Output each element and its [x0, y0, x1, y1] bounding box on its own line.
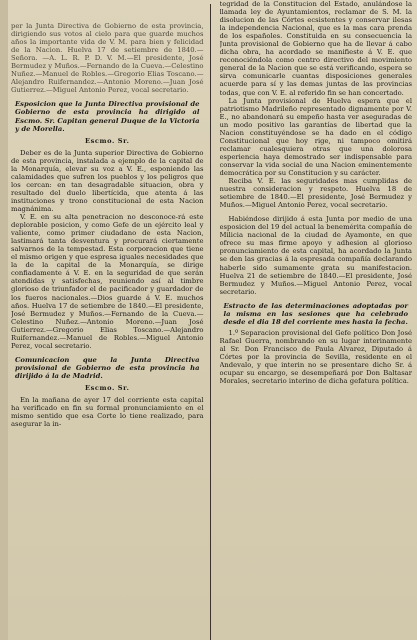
right-continuation-paragraph: tegridad de la Constitucion del Estado, anulándose la llamada ley de Ayuntamientos, reclamar de S. M. la disolucion de las Córtes ecsistentes y conservar ilesas la independencia Nacional, que es la mas cara prenda de los españoles. Constituida en su consecuencia la Junta provisional de Gobierno que ha de llevar á cabo dicha obra, ha acordado se manifieste á V. E. que reconociéndola como centro directivo del movimiento general de la Nacion que se está verificando, espera se sirva comunicarle cuantas disposiciones generales acuerde para sí y las demas juntas de las provincias todas, que con V. E. al referido fin se han concertado. — [219, 0, 412, 97]
left-paragraph-3: En la mañana de ayer 17 del corriente esta capital ha verificado en fin su formal pronunciamiento en el mismo sentido que esa Corte lo tiene realizado, para asegurar la in- — [11, 396, 204, 429]
left-intro-paragraph: per la Junta Directiva de Gobierno de esta provincia, dirigiendo sus votos al cielo para que guarde muchos años la importante vida de V. M. para bien y felicidad de la Nacion. Huelva 17 de setiembre de 1840.—Señora. —A. L. R. P. D. V. M.—El presidente, José Bermudez y Muños.—Fernando de la Cueva.—Celestino Nuñez.—Manuel de Robles.—Gregorio Elias Toscano.—Alejandro Ruifernandez.—Antonio Moreno.—Juan José Gutierrez.—Miguel Antonio Perez, vocal secretario. — [11, 22, 204, 95]
left-salutation-2: Escmo. Sr. — [84, 383, 130, 392]
right-paragraph-2: Reciba V. E. las seguridades mas cumplidas de nuestra consideracion y respeto. Huelva 18 de setiembre de 1840.—El presidente, José Bermudez y Muños.—Miguel Antonio Perez, vocal secretario. — [219, 177, 412, 210]
left-column — [11, 0, 204, 640]
right-column — [220, 0, 413, 640]
page-binding-edge — [0, 0, 8, 640]
right-heading-estracto: Estracto de las determinaciones adoptadas por la misma en las sesiones que ha celebrado desde el dia 18 del corriente mes hasta la fecha. — [223, 301, 408, 326]
right-paragraph-4: 1.º Separacion provisional del Gefe político Don José Rafael Guerra, nombrando en su lugar interinamente al Sr. Don Francisco de Paula Alvarez, Diputado á Córtes por la provincia de Sevilla, residente en el Andevalo, y que interin no se presentare dicho Sr. á ocupar su encargo, se desempeñará por Don Baltasar Morales, secretario interino de dicha gefatura política. — [219, 328, 412, 386]
left-paragraph-1: Deber es de la Junta superior Directiva de Gobierno de esta provincia, instalada a ejemplo de la capital de la Monarquía, elevar su voz a V. E., esponiendo las calamidades que sufren los pueblos y los peligros que los cercan: en tan desagradable situacion, obra y resultado del duelo libertícida, que atenta á las instituciones y trono constitucional de esta Nacion magnánima. — [11, 148, 204, 213]
right-paragraph-3: Habiéndose dirijido á esta Junta por medio de una esposicion del 19 del actual la benemérita compañía de Milicia nacional de la ciudad de Ayamonte, en que ofrece su mas firme apoyo y adhesion al glorioso pronunciamiento de esta capital, ha acordado la Junta se den las gracias á la espresada compañía declarando haberle sido sumamente grata su manifestacion. Huelva 21 de setiembre de 1840.—El presidente, José Bermudez y Muños.—Miguel Antonio Perez, vocal secretario. — [219, 215, 412, 296]
right-paragraph-1: La Junta provisional de Huelva espera que el patriotismo Madrileño representado dignamente por V. E., no abandonará su empeño hasta ver aseguradas de un modo positivo las garantías de libertad que la Nacion constituyéndose se ha dado en el código Constitucional que hoy rige, ni tampoco omitirá reclamar cualesquiera otras que una dolorosa esperiencia haya demostrado ser indispensable para conservar la vida social de una Nacion eminentemente democrática por su Constitucion y su carácter. — [219, 96, 412, 177]
left-heading-comunicacion: Comunicacion que la Junta Directiva provisional de Gobierno de esta provincia ha dirijido á la de Madrid. — [15, 355, 200, 380]
left-heading-esposicion: Esposicion que la Junta Directiva provisional de Gobierno de esta provincia ha dirigido al Escmo. Sr. Capitan general Duque de la Victoria y de Morella. — [15, 100, 200, 133]
column-divider — [210, 4, 211, 640]
left-salutation-1: Escmo. Sr. — [84, 136, 130, 145]
page-columns — [11, 0, 412, 640]
left-paragraph-2: V. E. en su alta penetracion no desconoce-rá este deplorable posicion, y como Gefe de un ejército leal y valiente, como primer ciudadano de esta Nacion, lastimará tanta desventura y procurará ciertamente salvarnos de la tempestad. Esta corporacion que tiene el mismo origen y que espresa iguales necesidades que la de la capital de la Monarquía, se dirige confiadamente á V. E. en la seguridad de que serán atendidas y satisfechas, reuniendo así al timbre glorioso de triunfador el de pacificador y guardador de los fueros nacionales.—Dios guarde á V. E. muchos años. Huelva 17 de setiembre de 1840.—El presidente, José Bermudez y Muños.—Fernando de la Cueva.—Celestino Nuñez.—Antonio Moreno.—Juan José Gutierrez.—Gregorio Elias Toscano.—Alejandro Ruifernandez.—Manuel de Robles.—Miguel Antonio Perez, vocal secretario. — [11, 213, 204, 350]
